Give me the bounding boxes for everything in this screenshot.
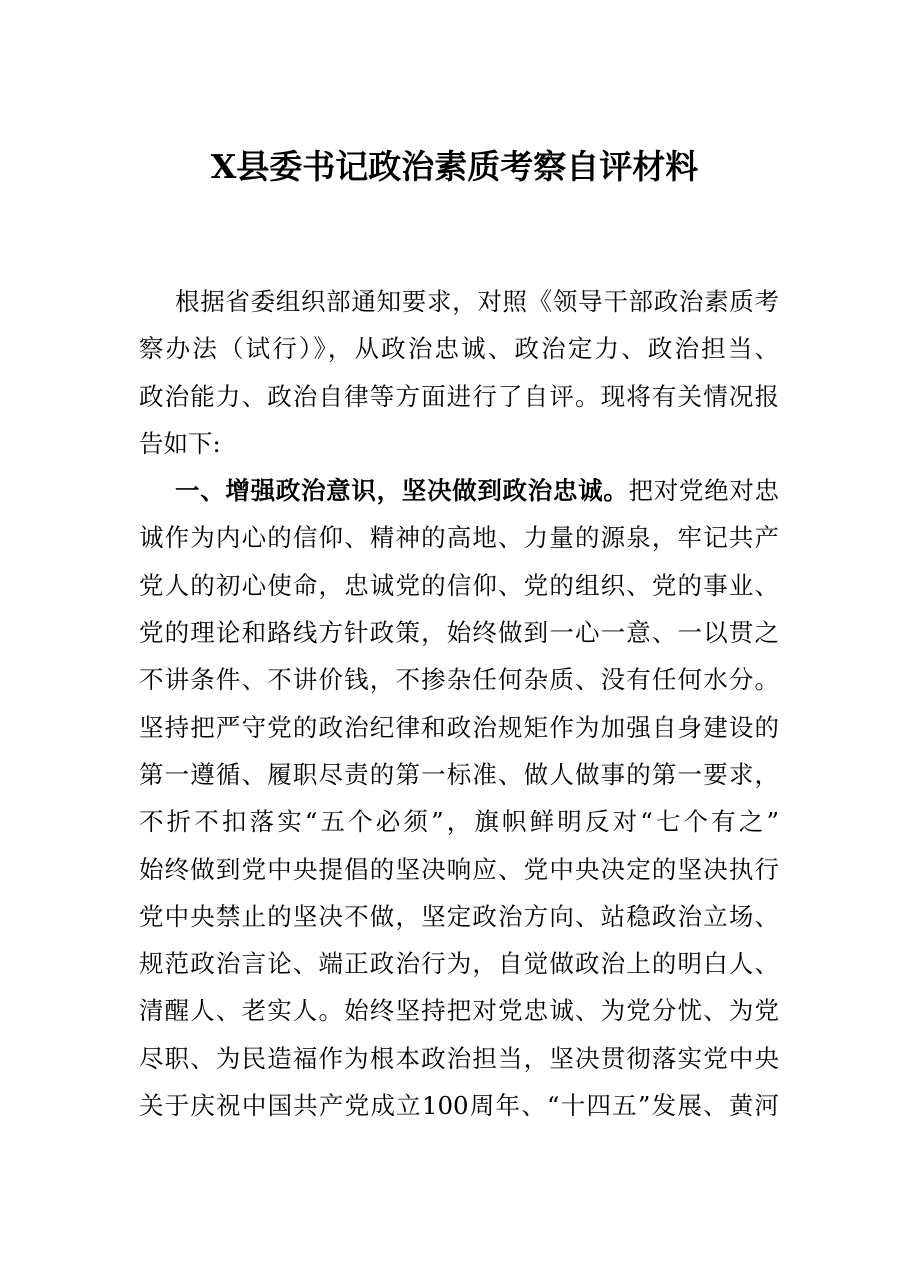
paragraph-line: 党人的初心使命，忠诚党的信仰、党的组织、党的事业、 [139, 570, 779, 600]
paragraph-line: 清醒人、老实人。始终坚持把对党忠诚、为党分忧、为党 [139, 996, 779, 1026]
paragraph-line: 党中央禁止的坚决不做，坚定政治方向、站稳政治立场、 [139, 901, 779, 931]
paragraph-line: 告如下: [139, 428, 221, 458]
document-body [139, 278, 779, 1129]
paragraph-line: 察办法（试行）》，从政治忠诚、政治定力、政治担当、 [139, 334, 779, 364]
paragraph-line: 尽职、为民造福作为根本政治担当，坚决贯彻落实党中央 [139, 1043, 779, 1073]
paragraph-line: 第一遵循、履职尽责的第一标准、做人做事的第一要求， [139, 759, 779, 789]
section-heading: 一、增强政治意识，坚决做到政治忠诚。 [175, 476, 629, 506]
paragraph-line: 关于庆祝中国共产党成立100周年、“十四五”发展、黄河 [139, 1091, 779, 1121]
paragraph-line: 坚持把严守党的政治纪律和政治规矩作为加强自身建设的 [139, 712, 779, 742]
paragraph-line: 始终做到党中央提倡的坚决响应、党中央决定的坚决执行 [139, 854, 779, 884]
paragraph-line: 诚作为内心的信仰、精神的高地、力量的源泉，牢记共产 [139, 523, 779, 553]
paragraph-line: 规范政治言论、端正政治行为，自觉做政治上的明白人、 [139, 949, 779, 979]
paragraph-line: 党的理论和路线方针政策，始终做到一心一意、一以贯之 [139, 618, 779, 648]
paragraph-line: 根据省委组织部通知要求，对照《领导干部政治素质考 [175, 287, 779, 316]
document-title: X县委书记政治素质考察自评材料 [210, 147, 699, 186]
paragraph-line-with-heading [139, 467, 779, 514]
paragraph-text-run: 把对党绝对忠 [628, 476, 780, 506]
paragraph-line: 不讲条件、不讲价钱，不掺杂任何杂质、没有任何水分。 [139, 665, 779, 695]
paragraph-line: 政治能力、政治自律等方面进行了自评。现将有关情况报 [139, 381, 779, 411]
paragraph-line: 不折不扣落实“五个必须”，旗帜鲜明反对“七个有之” [139, 807, 779, 837]
